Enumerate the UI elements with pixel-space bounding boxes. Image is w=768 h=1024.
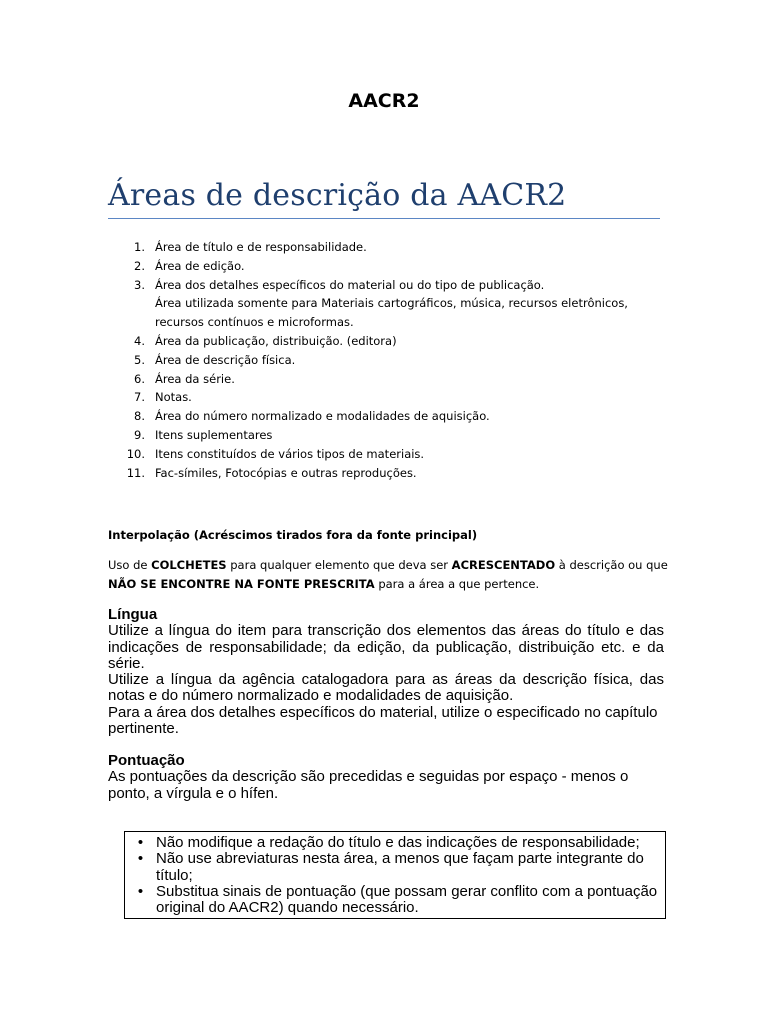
- list-item: [112, 351, 672, 370]
- list-text: Fac-símiles, Fotocópias e outras reproduções.: [155, 465, 417, 480]
- list-item: [112, 276, 672, 332]
- rule-text: Substitua sinais de pontuação (que possam gerar conflito com a pontuação original do AACR2) quando necessário.: [156, 882, 658, 917]
- list-text: Área dos detalhes específicos do material ou do tipo de publicação.: [155, 277, 545, 292]
- paragraph-text: à descrição ou que: [555, 558, 668, 572]
- list-text: Área da série.: [155, 371, 235, 386]
- list-text: Área de título e de responsabilidade.: [155, 240, 367, 254]
- language-paragraph: Para a área dos detalhes específicos do material, utilize o especificado no capítulo pertinente.: [108, 703, 658, 738]
- language-section: [108, 607, 664, 737]
- language-paragraph: Utilize a língua da agência catalogadora para as áreas da descrição física, das notas e do número normalizado e modalidades de aquisição.: [108, 671, 664, 705]
- punctuation-heading: Pontuação: [108, 752, 185, 769]
- emphasis-text: NÃO SE ENCONTRE NA FONTE PRESCRITA: [108, 576, 375, 591]
- list-item: [112, 445, 672, 464]
- language-heading: Língua: [108, 606, 158, 623]
- section-heading: Áreas de descrição da AACR2: [108, 178, 660, 219]
- list-text: Notas.: [155, 390, 192, 405]
- list-number: 10.: [126, 446, 145, 461]
- list-number: 2.: [134, 258, 145, 273]
- list-number: 9.: [134, 427, 145, 442]
- list-item: [112, 370, 672, 389]
- list-item: [112, 426, 672, 445]
- list-text: Área de descrição física.: [155, 352, 296, 367]
- list-number: 5.: [134, 352, 145, 367]
- rules-list: [125, 832, 665, 916]
- list-number: 8.: [134, 409, 145, 424]
- list-text: Área da publicação, distribuição. (editora): [155, 333, 397, 348]
- list-number: 11.: [126, 465, 145, 480]
- list-number: 6.: [134, 371, 145, 386]
- list-item: [125, 884, 665, 917]
- paragraph-text: Uso de: [108, 558, 152, 572]
- list-text: Itens suplementares: [155, 427, 273, 442]
- list-number: 4.: [134, 333, 145, 348]
- list-text: Área do número normalizado e modalidades de aquisição.: [155, 409, 490, 424]
- list-text: Área de edição.: [155, 258, 245, 273]
- list-item: [112, 388, 672, 407]
- emphasis-text: ACRESCENTADO: [451, 558, 556, 572]
- list-item: [112, 332, 672, 351]
- bullet-icon: •: [137, 882, 144, 900]
- areas-list: [112, 238, 672, 482]
- brackets-paragraph: [108, 556, 678, 593]
- list-item: [112, 257, 672, 276]
- interpolation-heading: Interpolação (Acréscimos tirados fora da fonte principal): [108, 528, 478, 542]
- list-number: 3.: [134, 277, 145, 292]
- language-paragraph: Utilize a língua do item para transcrição dos elementos das áreas do título e das indicações de responsabilidade; da edição, da publicação, distribuição etc. e da série.: [108, 622, 664, 672]
- punctuation-section: [108, 753, 664, 802]
- list-text: Itens constituídos de vários tipos de materiais.: [155, 446, 425, 461]
- rules-box: [124, 831, 666, 919]
- rule-text: Não use abreviaturas nesta área, a menos que façam parte integrante do título;: [156, 850, 644, 884]
- paragraph-text: para a área a que pertence.: [374, 576, 540, 591]
- bullet-icon: •: [137, 850, 144, 868]
- list-item: [112, 238, 672, 257]
- bullet-icon: •: [137, 834, 144, 851]
- list-item: [112, 407, 672, 426]
- list-item: [112, 464, 672, 483]
- list-number: 7.: [134, 390, 145, 405]
- list-subtext: Área utilizada somente para Materiais cartográficos, música, recursos eletrônicos, recursos contínuos e microformas.: [155, 296, 628, 330]
- rule-text: Não modifique a redação do título e das indicações de responsabilidade;: [156, 834, 640, 851]
- document-title: AACR2: [348, 90, 420, 112]
- list-text-block: [155, 276, 672, 332]
- list-item: [125, 851, 665, 884]
- list-item: [125, 835, 665, 851]
- list-number: 1.: [134, 240, 145, 254]
- emphasis-text: COLCHETES: [151, 558, 227, 572]
- paragraph-text: para qualquer elemento que deva ser: [226, 558, 452, 572]
- punctuation-paragraph: As pontuações da descrição são precedidas e seguidas por espaço - menos o ponto, a vírgula e o hífen.: [108, 768, 629, 802]
